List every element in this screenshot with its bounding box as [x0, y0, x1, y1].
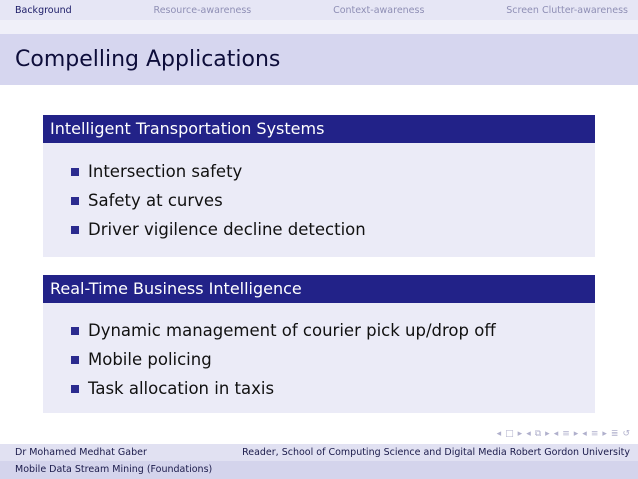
subsection-icon[interactable]: ⧉ — [534, 429, 542, 439]
list-item-text: Safety at curves — [88, 191, 223, 210]
list-item-text: Mobile policing — [88, 350, 212, 369]
section-icon[interactable]: ≡ — [562, 429, 570, 439]
footer-author-bar — [0, 444, 638, 461]
footer-short-title: Mobile Data Stream Mining (Foundations) — [15, 464, 213, 475]
list-item-text: Intersection safety — [88, 162, 243, 181]
square-bullet-icon — [71, 356, 79, 364]
section-navigation — [0, 0, 638, 20]
square-bullet-icon — [71, 168, 79, 176]
bullet-list — [43, 303, 595, 403]
next-document-icon[interactable]: ▸ — [602, 429, 607, 439]
block-intelligent-transportation — [43, 115, 595, 257]
footer-author: Dr Mohamed Medhat Gaber — [15, 447, 147, 458]
search-icon[interactable]: ↺ — [622, 429, 630, 439]
footer-title-bar — [0, 461, 638, 479]
footer-affiliation: Reader, School of Computing Science and Digital Media Robert Gordon University — [242, 447, 630, 458]
nav-section-context-awareness[interactable]: Context-awareness — [333, 4, 425, 16]
list-item — [43, 186, 595, 215]
nav-section-resource-awareness[interactable]: Resource-awareness — [153, 4, 252, 16]
square-bullet-icon — [71, 226, 79, 234]
list-item-text: Task allocation in taxis — [88, 379, 275, 398]
document-icon[interactable]: ≡ — [590, 429, 599, 439]
list-item — [43, 374, 595, 403]
frame-title-bar — [0, 34, 638, 85]
square-bullet-icon — [71, 197, 79, 205]
square-bullet-icon — [71, 327, 79, 335]
list-item-text: Driver vigilence decline detection — [88, 220, 366, 239]
next-section-icon[interactable]: ▸ — [573, 429, 579, 439]
prev-subsection-icon[interactable]: ◂ — [526, 429, 531, 439]
prev-document-icon[interactable]: ◂ — [582, 429, 587, 439]
nav-section-screen-clutter-awareness[interactable]: Screen Clutter-awareness — [506, 4, 628, 16]
list-item — [43, 215, 595, 244]
square-bullet-icon — [71, 385, 79, 393]
nav-section-background[interactable]: Background — [15, 4, 72, 16]
align-icon[interactable]: ≣ — [610, 429, 619, 439]
next-subsection-icon[interactable]: ▸ — [545, 429, 550, 439]
beamer-navigation-symbols — [497, 428, 630, 440]
list-item-text: Dynamic management of courier pick up/drop off — [88, 321, 496, 340]
bullet-list — [43, 143, 595, 244]
prev-section-icon[interactable]: ◂ — [553, 429, 559, 439]
frame-icon[interactable]: □ — [505, 429, 514, 439]
block-heading: Intelligent Transportation Systems — [43, 115, 595, 143]
next-frame-icon[interactable]: ▸ — [517, 429, 523, 439]
prev-frame-icon[interactable]: ◂ — [496, 429, 502, 439]
block-business-intelligence — [43, 275, 595, 413]
block-heading: Real-Time Business Intelligence — [43, 275, 595, 303]
list-item — [43, 345, 595, 374]
page-title: Compelling Applications — [15, 47, 281, 72]
subsection-bar — [0, 20, 638, 34]
list-item — [43, 316, 595, 345]
list-item — [43, 157, 595, 186]
